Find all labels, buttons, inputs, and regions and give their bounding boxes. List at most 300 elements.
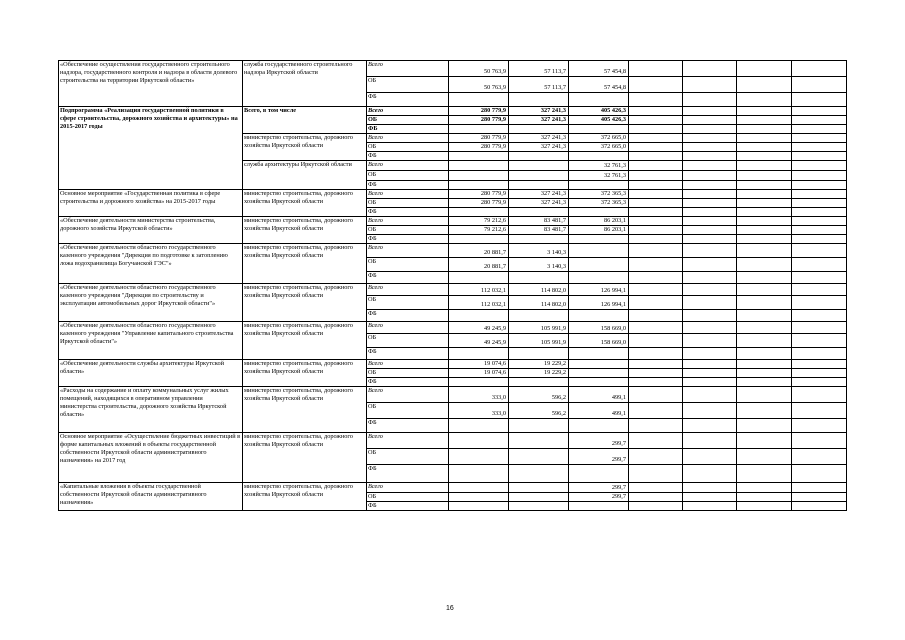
amount-cell xyxy=(449,310,509,322)
empty-cell xyxy=(792,387,847,403)
amount-cell: 372 365,3 xyxy=(569,190,629,199)
empty-cell xyxy=(629,171,683,181)
empty-cell xyxy=(683,483,737,493)
empty-cell xyxy=(792,272,847,284)
empty-cell xyxy=(792,449,847,465)
empty-cell xyxy=(629,161,683,171)
empty-cell xyxy=(792,284,847,296)
amount-cell xyxy=(569,208,629,217)
amount-cell: 299,7 xyxy=(569,483,629,493)
amount-cell: 57 113,7 xyxy=(509,61,569,77)
amount-cell: 50 763,9 xyxy=(449,77,509,93)
amount-cell xyxy=(449,171,509,181)
amount-cell xyxy=(509,310,569,322)
amount-cell xyxy=(569,360,629,369)
amount-cell xyxy=(569,93,629,107)
amount-cell: 327 241,3 xyxy=(509,134,569,143)
empty-cell xyxy=(683,199,737,208)
empty-cell xyxy=(737,433,792,449)
amount-cell xyxy=(509,378,569,387)
empty-cell xyxy=(683,134,737,143)
empty-cell xyxy=(737,378,792,387)
empty-cell xyxy=(629,199,683,208)
amount-cell xyxy=(449,378,509,387)
amount-cell: 280 779,9 xyxy=(449,134,509,143)
empty-cell xyxy=(792,296,847,310)
executor-cell: министерство строительства, дорожного хозяйства Иркутской области xyxy=(243,322,367,360)
budget-table xyxy=(58,60,847,511)
empty-cell xyxy=(792,171,847,181)
amount-cell: 280 779,9 xyxy=(449,143,509,152)
empty-cell xyxy=(792,190,847,199)
amount-cell xyxy=(509,348,569,360)
empty-cell xyxy=(683,235,737,244)
amount-cell xyxy=(449,272,509,284)
empty-cell xyxy=(737,93,792,107)
amount-cell xyxy=(509,181,569,190)
empty-cell xyxy=(737,143,792,152)
amount-cell: 57 113,7 xyxy=(509,77,569,93)
executor-cell: министерство строительства, дорожного хозяйства Иркутской области xyxy=(243,360,367,387)
amount-cell xyxy=(569,502,629,511)
empty-cell xyxy=(629,272,683,284)
funding-source-cell: ОБ xyxy=(367,258,449,272)
amount-cell: 83 481,7 xyxy=(509,226,569,235)
amount-cell xyxy=(449,493,509,502)
amount-cell: 3 140,3 xyxy=(509,258,569,272)
amount-cell: 20 881,7 xyxy=(449,244,509,258)
funding-source-cell: ОБ xyxy=(367,143,449,152)
amount-cell xyxy=(509,93,569,107)
funding-source-cell: ФБ xyxy=(367,272,449,284)
empty-cell xyxy=(792,143,847,152)
amount-cell xyxy=(449,483,509,493)
empty-cell xyxy=(629,107,683,116)
amount-cell: 327 241,3 xyxy=(509,199,569,208)
amount-cell: 299,7 xyxy=(569,449,629,465)
amount-cell xyxy=(569,244,629,258)
amount-cell: 405 426,3 xyxy=(569,107,629,116)
table-row xyxy=(59,483,847,493)
empty-cell xyxy=(737,258,792,272)
empty-cell xyxy=(737,360,792,369)
amount-cell: 596,2 xyxy=(509,403,569,419)
funding-source-cell: ОБ xyxy=(367,296,449,310)
table-row xyxy=(59,284,847,296)
amount-cell: 19 229,2 xyxy=(509,360,569,369)
empty-cell xyxy=(683,403,737,419)
empty-cell xyxy=(737,322,792,334)
event-name-cell: Основное мероприятие «Осуществление бюджетных инвестиций в форме капитальных вложений в объекты государственной собственности Иркутской области административного назначения» на 2017 год xyxy=(59,433,243,483)
amount-cell: 158 669,0 xyxy=(569,322,629,334)
amount-cell xyxy=(449,449,509,465)
event-name-cell: «Обеспечение деятельности областного государственного казенного учреждения "Управление капитального строительства Иркутской области"» xyxy=(59,322,243,360)
amount-cell xyxy=(569,125,629,134)
amount-cell xyxy=(449,465,509,483)
empty-cell xyxy=(792,322,847,334)
funding-source-cell: ФБ xyxy=(367,93,449,107)
empty-cell xyxy=(683,284,737,296)
empty-cell xyxy=(737,235,792,244)
funding-source-cell: Всего xyxy=(367,190,449,199)
empty-cell xyxy=(792,208,847,217)
amount-cell xyxy=(509,465,569,483)
amount-cell: 20 881,7 xyxy=(449,258,509,272)
amount-cell xyxy=(509,449,569,465)
funding-source-cell: ОБ xyxy=(367,77,449,93)
amount-cell: 280 779,9 xyxy=(449,116,509,125)
amount-cell: 126 994,1 xyxy=(569,284,629,296)
empty-cell xyxy=(792,502,847,511)
amount-cell xyxy=(509,502,569,511)
empty-cell xyxy=(792,116,847,125)
empty-cell xyxy=(737,116,792,125)
empty-cell xyxy=(792,77,847,93)
empty-cell xyxy=(737,171,792,181)
amount-cell xyxy=(449,433,509,449)
amount-cell: 280 779,9 xyxy=(449,190,509,199)
empty-cell xyxy=(683,334,737,348)
empty-cell xyxy=(629,403,683,419)
empty-cell xyxy=(629,143,683,152)
amount-cell xyxy=(449,161,509,171)
executor-cell: министерство строительства, дорожного хозяйства Иркутской области xyxy=(243,244,367,284)
empty-cell xyxy=(629,296,683,310)
empty-cell xyxy=(683,217,737,226)
table-row xyxy=(59,190,847,199)
empty-cell xyxy=(683,433,737,449)
empty-cell xyxy=(792,258,847,272)
executor-cell: министерство строительства, дорожного хозяйства Иркутской области xyxy=(243,217,367,244)
empty-cell xyxy=(629,369,683,378)
empty-cell xyxy=(792,181,847,190)
empty-cell xyxy=(683,107,737,116)
funding-source-cell: ОБ xyxy=(367,493,449,502)
amount-cell: 114 802,0 xyxy=(509,296,569,310)
empty-cell xyxy=(629,152,683,161)
empty-cell xyxy=(792,217,847,226)
empty-cell xyxy=(683,272,737,284)
empty-cell xyxy=(792,348,847,360)
empty-cell xyxy=(683,378,737,387)
funding-source-cell: ОБ xyxy=(367,449,449,465)
empty-cell xyxy=(737,449,792,465)
amount-cell: 19 074,6 xyxy=(449,360,509,369)
funding-source-cell: ФБ xyxy=(367,348,449,360)
empty-cell xyxy=(629,322,683,334)
amount-cell xyxy=(509,272,569,284)
empty-cell xyxy=(683,258,737,272)
table-row xyxy=(59,387,847,403)
amount-cell: 112 032,1 xyxy=(449,284,509,296)
amount-cell xyxy=(449,181,509,190)
amount-cell: 3 140,3 xyxy=(509,244,569,258)
amount-cell xyxy=(449,419,509,433)
amount-cell: 299,7 xyxy=(569,433,629,449)
amount-cell: 57 454,8 xyxy=(569,61,629,77)
empty-cell xyxy=(629,190,683,199)
amount-cell xyxy=(569,152,629,161)
empty-cell xyxy=(629,310,683,322)
empty-cell xyxy=(629,116,683,125)
funding-source-cell: Всего xyxy=(367,322,449,334)
amount-cell: 299,7 xyxy=(569,493,629,502)
funding-source-cell: ФБ xyxy=(367,235,449,244)
amount-cell: 126 994,1 xyxy=(569,296,629,310)
empty-cell xyxy=(683,387,737,403)
empty-cell xyxy=(792,483,847,493)
empty-cell xyxy=(737,334,792,348)
empty-cell xyxy=(737,107,792,116)
empty-cell xyxy=(683,61,737,77)
empty-cell xyxy=(737,483,792,493)
empty-cell xyxy=(737,181,792,190)
amount-cell: 79 212,6 xyxy=(449,226,509,235)
empty-cell xyxy=(629,449,683,465)
amount-cell xyxy=(569,235,629,244)
funding-source-cell: Всего xyxy=(367,284,449,296)
amount-cell: 49 245,9 xyxy=(449,334,509,348)
empty-cell xyxy=(737,493,792,502)
empty-cell xyxy=(629,217,683,226)
empty-cell xyxy=(737,208,792,217)
amount-cell: 499,1 xyxy=(569,403,629,419)
funding-source-cell: ФБ xyxy=(367,502,449,511)
amount-cell: 105 991,9 xyxy=(509,322,569,334)
page-number: 16 xyxy=(446,605,454,612)
table-row xyxy=(59,433,847,449)
empty-cell xyxy=(792,235,847,244)
amount-cell: 114 802,0 xyxy=(509,284,569,296)
executor-cell: служба государственного строительного надзора Иркутской области xyxy=(243,61,367,107)
empty-cell xyxy=(792,369,847,378)
empty-cell xyxy=(629,181,683,190)
empty-cell xyxy=(683,449,737,465)
amount-cell: 112 032,1 xyxy=(449,296,509,310)
amount-cell: 79 212,6 xyxy=(449,217,509,226)
table-row xyxy=(59,107,847,116)
funding-source-cell: ОБ xyxy=(367,334,449,348)
event-name-cell: «Капитальные вложения в объекты государственной собственности Иркутской области административного назначения» xyxy=(59,483,243,511)
empty-cell xyxy=(737,134,792,143)
funding-source-cell: Всего xyxy=(367,387,449,403)
amount-cell xyxy=(449,93,509,107)
empty-cell xyxy=(683,208,737,217)
amount-cell xyxy=(449,125,509,134)
empty-cell xyxy=(792,360,847,369)
empty-cell xyxy=(683,465,737,483)
amount-cell xyxy=(509,152,569,161)
empty-cell xyxy=(792,334,847,348)
event-name-cell: «Обеспечение деятельности службы архитектуры Иркутской области» xyxy=(59,360,243,387)
amount-cell: 105 991,9 xyxy=(509,334,569,348)
amount-cell: 327 241,3 xyxy=(509,143,569,152)
amount-cell: 372 365,3 xyxy=(569,199,629,208)
amount-cell xyxy=(509,171,569,181)
executor-cell: министерство строительства, дорожного хозяйства Иркутской области xyxy=(243,483,367,511)
executor-cell: министерство строительства, дорожного хозяйства Иркутской области xyxy=(243,387,367,433)
empty-cell xyxy=(683,77,737,93)
empty-cell xyxy=(792,244,847,258)
empty-cell xyxy=(629,244,683,258)
table-row xyxy=(59,61,847,77)
empty-cell xyxy=(737,152,792,161)
empty-cell xyxy=(792,378,847,387)
amount-cell: 32 761,3 xyxy=(569,161,629,171)
empty-cell xyxy=(629,235,683,244)
empty-cell xyxy=(629,61,683,77)
event-name-cell: «Обеспечение деятельности областного государственного казенного учреждения "Дирекция по подготовке к затоплению ложа водохранилища Богучанской ГЭС"» xyxy=(59,244,243,284)
empty-cell xyxy=(792,433,847,449)
empty-cell xyxy=(629,125,683,134)
funding-source-cell: Всего xyxy=(367,360,449,369)
amount-cell xyxy=(569,258,629,272)
amount-cell xyxy=(569,419,629,433)
executor-cell: служба архитектуры Иркутской области xyxy=(243,161,367,190)
empty-cell xyxy=(737,190,792,199)
empty-cell xyxy=(629,208,683,217)
table-row xyxy=(59,217,847,226)
empty-cell xyxy=(683,190,737,199)
empty-cell xyxy=(683,360,737,369)
funding-source-cell: Всего xyxy=(367,161,449,171)
funding-source-cell: Всего xyxy=(367,61,449,77)
event-name-cell: «Обеспечение осуществления государственного строительного надзора, государственного контроля и надзора в области долевого строительства на территории Иркутской области» xyxy=(59,61,243,107)
empty-cell xyxy=(792,465,847,483)
amount-cell: 327 241,3 xyxy=(509,116,569,125)
funding-source-cell: ОБ xyxy=(367,171,449,181)
empty-cell xyxy=(629,419,683,433)
amount-cell: 50 763,9 xyxy=(449,61,509,77)
empty-cell xyxy=(629,483,683,493)
amount-cell xyxy=(569,272,629,284)
empty-cell xyxy=(629,433,683,449)
empty-cell xyxy=(792,199,847,208)
event-name-cell: «Обеспечение деятельности областного государственного казенного учреждения "Дирекция по строительству и эксплуатации автомобильных дорог Иркутской области"» xyxy=(59,284,243,322)
amount-cell xyxy=(449,502,509,511)
funding-source-cell: ФБ xyxy=(367,181,449,190)
empty-cell xyxy=(792,493,847,502)
funding-source-cell: ФБ xyxy=(367,125,449,134)
executor-cell: Всего, в том числе xyxy=(243,107,367,134)
funding-source-cell: Всего xyxy=(367,483,449,493)
empty-cell xyxy=(737,61,792,77)
empty-cell xyxy=(737,403,792,419)
empty-cell xyxy=(792,93,847,107)
funding-source-cell: Всего xyxy=(367,244,449,258)
amount-cell xyxy=(569,348,629,360)
amount-cell xyxy=(449,348,509,360)
funding-source-cell: ФБ xyxy=(367,378,449,387)
funding-source-cell: ФБ xyxy=(367,208,449,217)
empty-cell xyxy=(683,322,737,334)
funding-source-cell: ОБ xyxy=(367,226,449,235)
amount-cell: 158 669,0 xyxy=(569,334,629,348)
funding-source-cell: ФБ xyxy=(367,310,449,322)
empty-cell xyxy=(629,378,683,387)
funding-source-cell: ОБ xyxy=(367,369,449,378)
empty-cell xyxy=(629,284,683,296)
amount-cell: 405 426,3 xyxy=(569,116,629,125)
empty-cell xyxy=(629,226,683,235)
funding-source-cell: Всего xyxy=(367,217,449,226)
executor-cell: министерство строительства, дорожного хозяйства Иркутской области xyxy=(243,284,367,322)
table-row xyxy=(59,244,847,258)
funding-source-cell: ФБ xyxy=(367,465,449,483)
event-name-cell: «Расходы на содержание и оплату коммунальных услуг жилых помещений, находящихся в оперативном управлении министерства строительства, дорожного хозяйства Иркутской области» xyxy=(59,387,243,433)
amount-cell: 19 229,2 xyxy=(509,369,569,378)
empty-cell xyxy=(629,360,683,369)
empty-cell xyxy=(792,61,847,77)
empty-cell xyxy=(683,244,737,258)
empty-cell xyxy=(792,310,847,322)
empty-cell xyxy=(737,217,792,226)
empty-cell xyxy=(737,369,792,378)
amount-cell xyxy=(509,433,569,449)
empty-cell xyxy=(683,502,737,511)
empty-cell xyxy=(737,199,792,208)
amount-cell xyxy=(449,235,509,244)
empty-cell xyxy=(792,152,847,161)
amount-cell: 372 665,0 xyxy=(569,134,629,143)
empty-cell xyxy=(683,171,737,181)
empty-cell xyxy=(683,310,737,322)
empty-cell xyxy=(737,348,792,360)
amount-cell: 596,2 xyxy=(509,387,569,403)
empty-cell xyxy=(737,284,792,296)
amount-cell xyxy=(569,465,629,483)
empty-cell xyxy=(683,93,737,107)
amount-cell: 86 203,1 xyxy=(569,226,629,235)
table-row xyxy=(59,360,847,369)
event-name-cell: Подпрограмма «Реализация государственной политики в сфере строительства, дорожного хозяйства и архитектуры» на 2015-2017 годы xyxy=(59,107,243,190)
amount-cell: 280 779,9 xyxy=(449,199,509,208)
empty-cell xyxy=(737,310,792,322)
amount-cell: 327 241,3 xyxy=(509,190,569,199)
amount-cell xyxy=(509,161,569,171)
amount-cell: 333,0 xyxy=(449,387,509,403)
funding-source-cell: ОБ xyxy=(367,403,449,419)
table-row xyxy=(59,322,847,334)
amount-cell: 57 454,8 xyxy=(569,77,629,93)
funding-source-cell: Всего xyxy=(367,134,449,143)
empty-cell xyxy=(737,502,792,511)
funding-source-cell: ФБ xyxy=(367,419,449,433)
funding-source-cell: Всего xyxy=(367,433,449,449)
empty-cell xyxy=(792,107,847,116)
empty-cell xyxy=(629,77,683,93)
amount-cell xyxy=(509,208,569,217)
amount-cell xyxy=(569,378,629,387)
empty-cell xyxy=(737,387,792,403)
empty-cell xyxy=(683,161,737,171)
empty-cell xyxy=(737,272,792,284)
funding-source-cell: ОБ xyxy=(367,116,449,125)
empty-cell xyxy=(629,258,683,272)
amount-cell: 83 481,7 xyxy=(509,217,569,226)
amount-cell xyxy=(509,419,569,433)
empty-cell xyxy=(792,134,847,143)
empty-cell xyxy=(737,125,792,134)
empty-cell xyxy=(629,134,683,143)
empty-cell xyxy=(792,125,847,134)
empty-cell xyxy=(683,419,737,433)
empty-cell xyxy=(683,116,737,125)
empty-cell xyxy=(683,348,737,360)
empty-cell xyxy=(629,502,683,511)
empty-cell xyxy=(792,226,847,235)
empty-cell xyxy=(629,93,683,107)
